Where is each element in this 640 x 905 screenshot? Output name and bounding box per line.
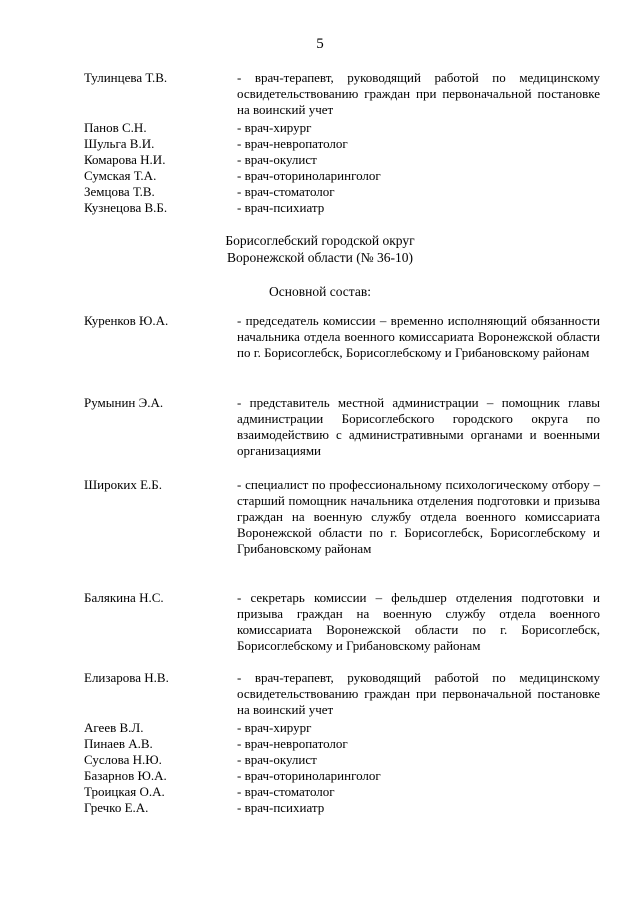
member-role: - врач-стоматолог [237, 184, 335, 199]
section-subtitle: Основной состав: [269, 284, 371, 299]
member-name: Базарнов Ю.А. [84, 768, 167, 783]
member-role: - врач-психиатр [237, 200, 325, 215]
member-role: - врач-оториноларинголог [237, 768, 381, 783]
member-name: Троицкая О.А. [84, 784, 165, 799]
member-role: - председатель комиссии – временно исполняющий обязанности начальника отдела военного комиссариата Воронежской области по г. Борисоглебск, Борисоглебскому и Грибановскому районам [237, 313, 600, 360]
member-role: - специалист по профессиональному психологическому отбору – старший помощник начальника отделения подготовки и призыва граждан на военную службу отдела военного комиссариата Воронежской области по г. Борисоглебск, Борисоглебскому и Грибановскому районам [237, 477, 600, 556]
member-role: - представитель местной администрации – помощник главы администрации Борисоглебского городского округа по взаимодействию с административными органами и военными организациями [237, 395, 600, 458]
member-name: Гречко Е.А. [84, 800, 149, 815]
member-role: - врач-окулист [237, 152, 317, 167]
member-name: Панов С.Н. [84, 120, 147, 135]
member-role: - врач-окулист [237, 752, 317, 767]
member-name: Сумская Т.А. [84, 168, 157, 183]
member-name: Земцова Т.В. [84, 184, 155, 199]
member-name: Тулинцева Т.В. [84, 70, 168, 85]
member-role: - врач-невропатолог [237, 136, 348, 151]
member-role: - врач-стоматолог [237, 784, 335, 799]
section-title-line1: Борисоглебский городской округ [225, 233, 415, 248]
member-role: - врач-терапевт, руководящий работой по медицинскому освидетельствованию граждан при первоначальной постановке на воинский учет [237, 670, 600, 717]
member-role: - врач-оториноларинголог [237, 168, 381, 183]
page-number: 5 [316, 36, 324, 52]
member-name: Шульга В.И. [84, 136, 155, 151]
section-title-line2: Воронежской области (№ 36-10) [226, 250, 413, 265]
member-name: Куренков Ю.А. [84, 313, 169, 328]
member-name: Елизарова Н.В. [84, 670, 169, 685]
member-name: Румынин Э.А. [84, 395, 164, 410]
member-role: - врач-хирург [237, 720, 312, 735]
member-role: - врач-невропатолог [237, 736, 348, 751]
member-role: - врач-психиатр [237, 800, 325, 815]
member-name: Пинаев А.В. [84, 736, 153, 751]
member-name: Балякина Н.С. [84, 590, 164, 605]
member-role: - секретарь комиссии – фельдшер отделения подготовки и призыва граждан на военную службу отдела военного комиссариата Воронежской области по г. Борисоглебск, Борисоглебскому и Грибановскому районам [237, 590, 600, 653]
member-role: - врач-терапевт, руководящий работой по медицинскому освидетельствованию граждан при первоначальной постановке на воинский учет [237, 70, 600, 117]
member-name: Суслова Н.Ю. [84, 752, 162, 767]
member-name: Кузнецова В.Б. [84, 200, 168, 215]
member-role: - врач-хирург [237, 120, 312, 135]
member-name: Комарова Н.И. [84, 152, 166, 167]
member-name: Агеев В.Л. [84, 720, 144, 735]
member-name: Широких Е.Б. [84, 477, 162, 492]
